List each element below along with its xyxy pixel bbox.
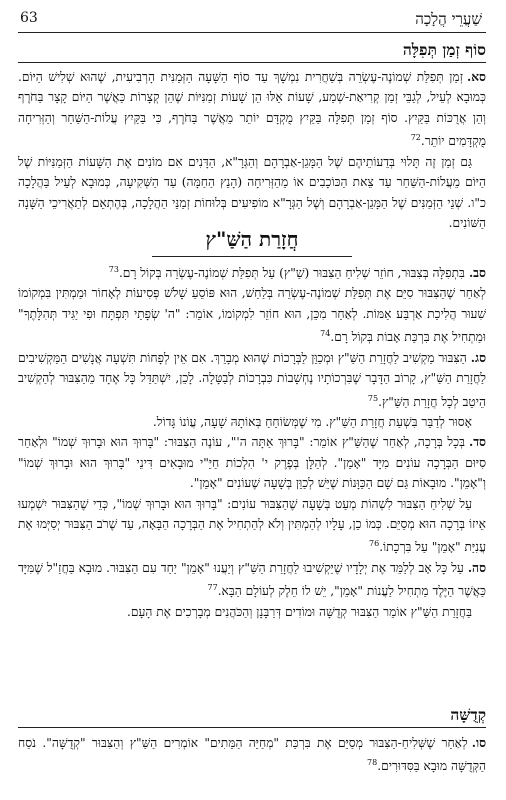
section-heading-text: סוֹף זְמַן תְּפִלָּה bbox=[402, 40, 486, 59]
section-heading-kedusha bbox=[18, 705, 486, 728]
paragraph-60b: גַּם זְמַן זֶה תָּלוּי בְּדֵעוֹתֵיהֶם שֶׁל הַמָּגֵן-אַבְרָהָם וְהַגְּרָ"א, הַדָּנִים אִם מוֹנִים אֶת הַשָּׁעוֹת הַזְּמַנִּיּוֹת שֶׁל הַיּוֹם מֵעֲלוֹת-הַשַּׁחַר עַד צֵאת הַכּוֹכָבִים אוֹ מֵהַזְּרִיחָה (הָנֵץ הַחַמָּה) עַד הַשְּׁקִיעָה, כְּמוּבָא לְעֵיל בַּהֲלָכָה כ"ו. שְׁנֵי הַזְּמַנִּים שֶׁל הַמָּגֵן-אַבְרָהָם וְשֶׁל הַגְּרָ"א מוֹפִיעִים בְּלוּחוֹת זְמַנֵּי הַהֲלָכָה, בְּהֶתְאֵם לְתַאֲרִיכֵי הַשָּׁנָה הַשּׁוֹנִים. bbox=[18, 154, 486, 230]
paragraph-number: סב. bbox=[468, 266, 486, 281]
book-title: שַׁעֲרֵי הֲלָכָה bbox=[415, 10, 482, 28]
paragraph-64 bbox=[18, 432, 486, 493]
running-header bbox=[18, 8, 486, 33]
footnote-marker: 77 bbox=[207, 583, 218, 593]
footnote-marker: 74 bbox=[320, 329, 331, 339]
paragraph-63b: אָסוּר לְדַבֵּר בִּשְׁעַת חֲזָרַת הַשַּׁ"ץ. מִי שֶׁמְּשׂוֹחֵחַ בְּאוֹתָהּ שָׁעָה, עֲוֹנוֹ גָּדוֹל. bbox=[152, 415, 472, 430]
footnote-marker: 72 bbox=[410, 133, 421, 143]
section-body-2 bbox=[18, 260, 486, 622]
footnote-marker: 75 bbox=[367, 393, 379, 403]
paragraph-text: בְּכָל בְּרָכָה, לְאַחַר שֶׁהַשַּׁ"ץ אוֹמֵר: "בָּרוּךְ אַתָּה ה'", עוֹנֶה הַצִּבּוּר: "בָּרוּךְ הוּא וּבָרוּךְ שְׁמוֹ" וּלְאַחַר סִיּוּם הַבְּרָכָה עוֹנִים מִיָּד "אָמֵן". לְהַלָּן בְּפֶרֶק י' הִלְכוֹת חַיֵּ"י מוּבָאִים דִּינֵי "בָּרוּךְ הוּא וּבָרוּךְ שְׁמוֹ" וְ"אָמֵן". מוּבָאוֹת גַּם שָׁם הַכַּוָּנוֹת שֶׁיֵּשׁ לְכַוֵּן בְּשָׁעָה שֶׁעוֹנִים "אָמֵן". bbox=[18, 435, 486, 491]
paragraph-62 bbox=[18, 260, 486, 283]
paragraph-text: לְאַחַר שֶׁהַצִּבּוּר סִיֵּם אֶת תְּפִלַּת שְׁמוֹנֶה-עֶשְׂרֵה בְּלַחַשׁ, הוּא פּוֹסֵעַ שָׁלֹשׁ פְּסִיעוֹת לְאָחוֹר וּמַמְתִּין בִּמְקוֹמוֹ שִׁעוּר הֲלִיכַת אַרְבַּע אַמּוֹת. לְאַחַר מִכֵּן, הוּא חוֹזֵר לִמְקוֹמוֹ, אוֹמֵר: "ה' שְׂפָתַי תִּפְתָּח וּפִי יַגִּיד תְּהִלָּתֶךָ" וּמַתְחִיל אֶת בִּרְכַּת אָבוֹת בְּקוֹל רָם. bbox=[18, 286, 486, 345]
paragraph-number: סא. bbox=[466, 70, 486, 84]
paragraph-text: בִּתְפִלָּה בְּצִבּוּר, חוֹזֵר שְׁלִיחַ הַצִּבּוּר (שַׁ"ץ) עַל תְּפִלַּת שְׁמוֹנֶה-עֶשְׂרֵה בְּקוֹל רָם. bbox=[118, 266, 465, 281]
paragraph-60 bbox=[18, 67, 486, 152]
paragraph-number: סד. bbox=[468, 435, 486, 450]
footnote-marker: 78 bbox=[367, 758, 378, 768]
heading-underline bbox=[152, 256, 352, 257]
footnote-marker: 73 bbox=[108, 265, 119, 274]
paragraph-62b bbox=[18, 283, 486, 347]
paragraph-text: הַצִּבּוּר מַקְשִׁיב לַחֲזָרַת הַשַּׁ"ץ וּמְכַוֵּן לַבְּרָכוֹת שֶׁהוּא מְבָרֵךְ. אִם אֵין לְפָחוֹת תִּשְׁעָה אֲנָשִׁים הַמַּקְשִׁיבִים לַחֲזָרַת הַשַּׁ"ץ, קָרוֹב הַדָּבָר שֶׁבִּרְכוֹתָיו נֶחְשָׁבוֹת כִּבְרָכוֹת לְבַטָּלָה. לָכֵן, יִשְׁתַּדֵּל כָּל אֶחָד מֵהַצִּבּוּר לְהַקְשִׁיב הֵיטֵב לְכָל חֲזָרַת הַשַּׁ"ץ. bbox=[18, 350, 486, 409]
page-number: 63 bbox=[20, 10, 38, 26]
section-heading-end-of-prayer-time bbox=[18, 40, 486, 63]
section-body-3 bbox=[18, 733, 486, 777]
paragraph-65b: בַּחֲזָרַת הַשַּׁ"ץ אוֹמֵר הַצִּבּוּר קְדֻשָּׁה וּמוֹדִים דְּרַבָּנָן וְהַכֹּהֲנִים מְבָרְכִים אֶת הָעָם. bbox=[126, 604, 472, 619]
paragraph-number: סו. bbox=[471, 736, 486, 750]
section-heading-text: חֲזָרַת הַשַּׁ"ץ bbox=[205, 227, 299, 251]
paragraph-number: סג. bbox=[470, 350, 486, 365]
paragraph-text: עַל שְׁלִיחַ הַצִּבּוּר לִשְׁהוֹת מְעַט בְּשָׁעָה שֶׁהַצִּבּוּר עוֹנִים: "בָּרוּךְ הוּא וּבָרוּךְ שְׁמוֹ", כְּדֵי שֶׁהַצִּבּוּר יִשְׁמְעוּ אֵיזוֹ בְּרָכָה הוּא מְסַיֵּם. כְּמוֹ כֵן, עָלָיו לְהַמְתִּין וְלֹא לְהַתְחִיל אֶת הַבְּרָכָה הַבָּאָה, עַד שֶׁרֹב הַצִּבּוּר יְסַיְּמוּ אֶת עֲנִיַּת "אָמֵן" עַל בִּרְכָתוֹ. bbox=[18, 496, 486, 555]
paragraph-text: עַל כָּל אָב לְלַמֵּד אֶת יְלָדָיו שֶׁיַּקְשִׁיבוּ לַחֲזָרַת הַשַּׁ"ץ וְיַעֲנוּ "אָמֵן" יַחַד עִם הַצִּבּוּר. מוּבָא בַּחֲזַ"ל שֶׁמִּיָּד כַּאֲשֶׁר הַיֶּלֶד מַתְחִיל לַעֲנוֹת "אָמֵן", יֵשׁ לוֹ חֵלֶק לְעוֹלָם הַבָּא. bbox=[18, 560, 486, 599]
section-heading-repetition bbox=[18, 227, 486, 257]
section-heading-text: קְדֻשָּׁה bbox=[450, 705, 486, 724]
section-body-1 bbox=[18, 67, 486, 233]
paragraph-64b bbox=[18, 494, 486, 558]
document-page bbox=[18, 0, 486, 800]
paragraph-66 bbox=[18, 733, 486, 777]
paragraph-63 bbox=[18, 348, 486, 412]
paragraph-number: סה. bbox=[467, 560, 486, 575]
paragraph-text: לְאַחַר שֶׁשְּׁלִיחַ-הַצִּבּוּר מְסַיֵּם אֶת בִּרְכַּת "מְחַיֵּה הַמֵּתִים" אוֹמְרִים הַשַּׁ"ץ וְהַצִּבּוּר "קְדֻשָּׁה". נֹסַח הַקְּדֻשָּׁה מוּבָא בַּסִּדּוּרִים. bbox=[18, 736, 486, 774]
paragraph-65 bbox=[18, 558, 486, 602]
footnote-marker: 76 bbox=[369, 539, 380, 549]
paragraph-text: זְמַן תְּפִלַּת שְׁמוֹנֶה-עֶשְׂרֵה בְּשַׁחֲרִית נִמְשָׁךְ עַד סוֹף הַשָּׁעָה הַזְּמַנִּית הָרְבִיעִית, שֶׁהוּא שְׁלִישׁ הַיּוֹם. כְּמוּבָא לְעֵיל, לְגַבֵּי זְמַן קְרִיאַת-שְׁמַע, שָׁעוֹת אֵלּוּ הֵן שָׁעוֹת זְמַנִּיּוֹת שֶׁהֵן קְצָרוֹת כַּאֲשֶׁר הַיּוֹם קָצָר בַּחֹרֶף וְהֵן אֲרֻכּוֹת בַּקַּיִץ. סוֹף זְמַן תְּפִלָּה בַּקַּיִץ מֻקְדָּם יוֹתֵר מֵאֲשֶׁר בַּחֹרֶף, כִּי בַּקַּיִץ עֲלוֹת-הַשַּׁחַר וְהַזְּרִיחָה מֻקְדָּמִים יוֹתֵר. bbox=[18, 70, 486, 149]
